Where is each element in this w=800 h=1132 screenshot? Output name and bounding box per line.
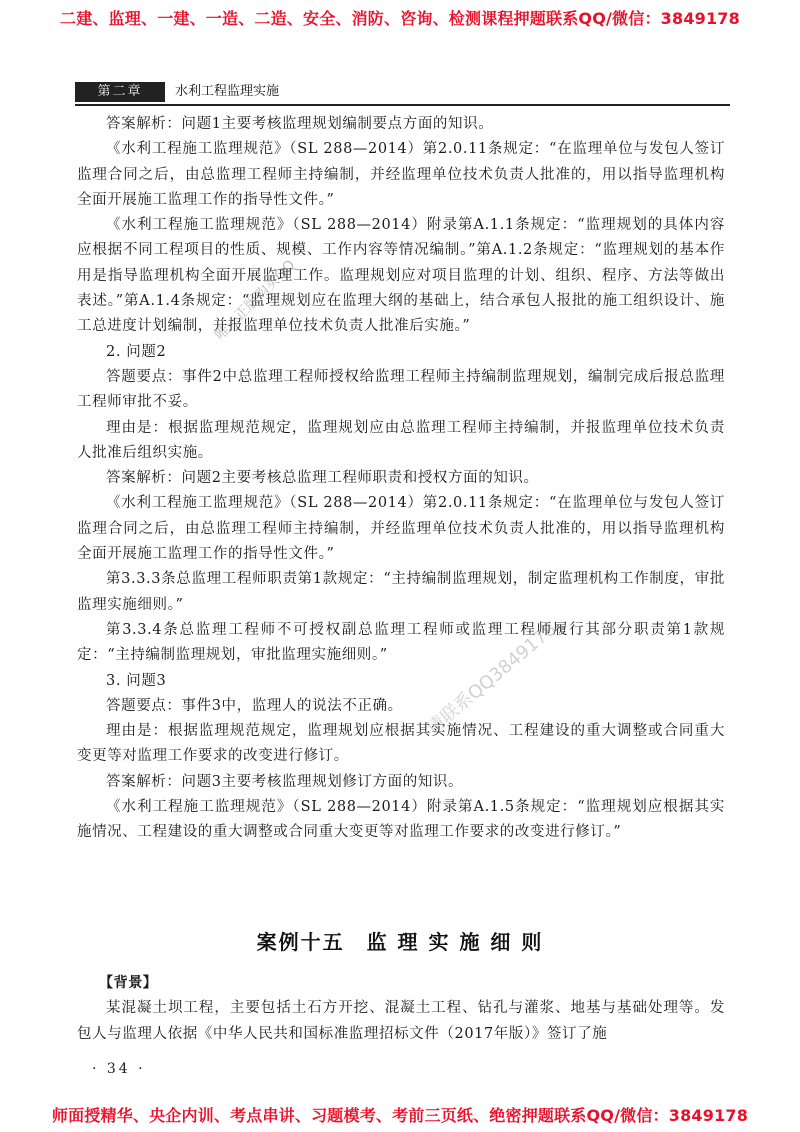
paragraph: 《水利工程施工监理规范》（SL 288—2014）第2.0.11条规定：“在监理单位与发包人签订监理合同之后，由总监理工程师主持编制，并经监理单位技术负责人批准的，用以指导监理机构全面开展施工监理工作的指导性文件。”: [77, 141, 725, 208]
background-label: 【背景】: [99, 975, 158, 991]
running-header: [75, 82, 730, 106]
chapter-title: 水利工程监理实施: [175, 84, 280, 99]
paragraph: 第3.3.3条总监理工程师职责第1款规定：“主持编制监理规划，制定监理机构工作制度，审批监理实施细则。”: [77, 571, 725, 613]
paragraph: 答案解析：问题3主要考核监理规划修订方面的知识。: [106, 773, 464, 790]
paragraph: 答题要点：事件3中，监理人的说法不正确。: [106, 697, 403, 714]
question-heading: 3. 问题3: [106, 672, 167, 689]
paragraph: 《水利工程施工监理规范》（SL 288—2014）附录第A.1.1条规定：“监理规划的具体内容应根据不同工程项目的性质、规模、工作内容等情况编制。”第A.1.2条规定：“监理规划的基本作用是指导监理机构全面开展监理工作。监理规划应对项目监理的计划、组织、程序、方法等做出表述。”第A.1.4条规定：“监理规划应在监理大纲的基础上，结合承包人报批的施工组织设计、施工总进度计划编制，并报监理单位技术负责人批准后实施。”: [77, 217, 725, 335]
answer-section: [77, 112, 725, 846]
case-background: [77, 971, 725, 1047]
paragraph: 答题要点：事件2中总监理工程师授权给监理工程师主持编制监理规划，编制完成后报总监理工程师审批不妥。: [77, 368, 725, 411]
paragraph: 第3.3.4条总监理工程师不可授权副总监理工程师或监理工程师履行其部分职责第1款规定：“主持编制监理规划，审批监理实施细则。”: [77, 621, 725, 664]
promo-banner-bottom: 师面授精华、央企内训、考点串讲、习题模考、考前三页纸、绝密押题联系QQ/微信：3849178: [51, 1106, 749, 1125]
watermark-left: 唯一正版购买QQ: [212, 257, 299, 344]
paragraph: 理由是：根据监理规范规定，监理规划应由总监理工程师主持编制，并报监理单位技术负责人批准后组织实施。: [77, 419, 725, 461]
watermark-center: 请联系QQ3849178: [422, 618, 561, 740]
paragraph: 答案解析：问题1主要考核监理规划编制要点方面的知识。: [106, 116, 494, 132]
chapter-label: 第二章: [75, 82, 165, 102]
paragraph: 理由是：根据监理规范规定，监理规划应根据其实施情况、工程建设的重大调整或合同重大变更等对监理工作要求的改变进行修订。: [77, 723, 725, 765]
paragraph: 《水利工程施工监理规范》（SL 288—2014）附录第A.1.5条规定：“监理规划应根据其实施情况、工程建设的重大调整或合同重大变更等对监理工作要求的改变进行修订。”: [77, 799, 725, 841]
paragraph: 答案解析：问题2主要考核总监理工程师职责和授权方面的知识。: [106, 470, 539, 487]
page-number: · 34 ·: [92, 1061, 146, 1077]
background-text: 某混凝土坝工程，主要包括土石方开挖、混凝土工程、钻孔与灌浆、地基与基础处理等。发包人与监理人依据《中华人民共和国标准监理招标文件（2017年版）》签订了施: [77, 1000, 725, 1042]
case-title: 案例十五 监 理 实 施 细 则: [256, 930, 544, 954]
paragraph: 《水利工程施工监理规范》（SL 288—2014）第2.0.11条规定：“在监理单位与发包人签订监理合同之后，由总监理工程师主持编制，并经监理单位技术负责人批准的，用以指导监理机构全面开展施工监理工作的指导性文件。”: [77, 495, 725, 563]
promo-banner-top: 二建、监理、一建、一造、二造、安全、消防、咨询、检测课程押题联系QQ/微信：3849178: [60, 9, 740, 28]
question-heading: 2. 问题2: [106, 343, 167, 360]
